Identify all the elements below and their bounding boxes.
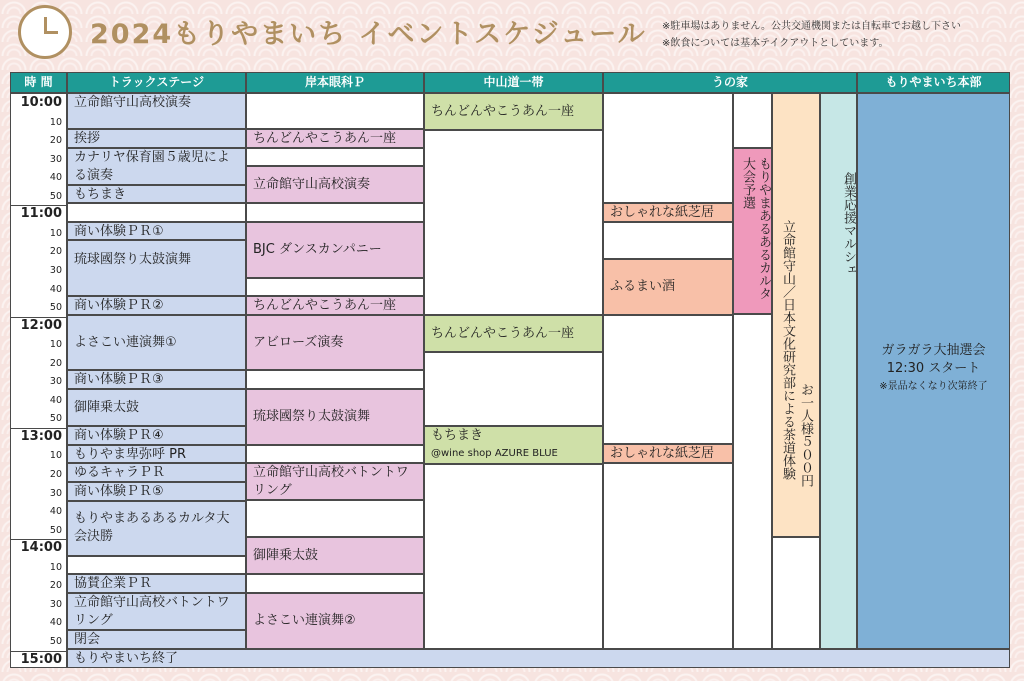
track-item: 商い体験ＰＲ② — [67, 296, 246, 315]
col-header-time: 時 間 — [10, 72, 67, 93]
unoie-sado-empty — [772, 537, 820, 649]
track-item: 協賛企業ＰＲ — [67, 574, 246, 593]
kishimoto-item — [246, 203, 424, 222]
track-item: もりやまあるあるカルタ大会決勝 — [67, 501, 246, 556]
nakasendo-item: ちんどんやこうあん一座 — [424, 93, 603, 130]
note-food: ※飲食については基本テイクアウトとしています。 — [662, 38, 889, 49]
time-minute: 40 — [49, 283, 62, 295]
track-item: 商い体験ＰＲ⑤ — [67, 482, 246, 501]
track-item: 挨拶 — [67, 129, 246, 148]
unoie-marche: 創業応援マルシェ — [820, 93, 857, 649]
track-item: 商い体験ＰＲ③ — [67, 370, 246, 389]
time-minute: 40 — [49, 506, 62, 518]
col-header-unoie: うの家 — [603, 72, 857, 93]
time-minute: 30 — [49, 153, 62, 165]
header — [0, 0, 1024, 72]
time-minute: 10 — [49, 561, 62, 573]
time-hour: 12:00 — [20, 317, 62, 333]
time-minute: 50 — [49, 635, 62, 647]
closing-row: もりやまいち終了 — [67, 649, 1010, 668]
unoie-sado-cell — [772, 93, 820, 537]
kishimoto-item: 立命館守山高校バトントワリング — [246, 463, 424, 500]
unoie-item — [603, 93, 733, 203]
hour-divider — [11, 205, 68, 206]
lottery-time: 12:30 スタート — [886, 361, 981, 376]
time-hour: 10:00 — [20, 95, 62, 110]
notes — [662, 18, 961, 52]
time-minute: 20 — [49, 246, 62, 258]
track-item: 立命館守山高校演奏 — [67, 93, 246, 129]
unoie-sado: 立命館守山／日本文化研究部による茶道体験 — [780, 220, 795, 480]
time-minute: 50 — [49, 413, 62, 425]
schedule-table — [10, 72, 1010, 668]
track-item: 閉会 — [67, 630, 246, 649]
time-minute: 30 — [49, 598, 62, 610]
time-minute: 10 — [49, 227, 62, 239]
kishimoto-item — [246, 148, 424, 166]
honbu-cell — [857, 93, 1010, 649]
hour-divider — [11, 428, 68, 429]
track-item — [67, 556, 246, 574]
unoie-item — [603, 222, 733, 259]
unoie-karuta-empty — [733, 314, 772, 649]
page-title: 2024もりやまいち イベントスケジュール — [90, 19, 647, 50]
nakasendo-mochimaki-cell — [424, 426, 603, 464]
kishimoto-item — [246, 278, 424, 296]
time-minute: 40 — [49, 394, 62, 406]
col-header-nakasendo: 中山道一帯 — [424, 72, 603, 93]
time-minute: 10 — [49, 339, 62, 351]
track-item: 商い体験ＰＲ① — [67, 222, 246, 240]
track-item: 立命館守山高校バトントワリング — [67, 593, 246, 630]
nakasendo-mochimaki: もちまき — [431, 428, 484, 443]
unoie-item: おしゃれな紙芝居 — [603, 203, 733, 222]
unoie-karuta-empty — [733, 93, 772, 148]
time-hour: 13:00 — [20, 428, 62, 444]
track-item: 商い体験ＰＲ④ — [67, 426, 246, 445]
lottery-title: ガラガラ大抽選会 — [881, 343, 986, 358]
unoie-karuta: もりやまあるあるカルタ大会予選 — [733, 148, 772, 314]
unoie-item: おしゃれな紙芝居 — [603, 444, 733, 463]
time-minute: 20 — [49, 135, 62, 147]
kishimoto-item: BJC ダンスカンパニー — [246, 222, 424, 278]
time-minute: 10 — [49, 450, 62, 462]
kishimoto-item — [246, 500, 424, 537]
col-header-honbu: もりやまいち本部 — [857, 72, 1010, 93]
time-minute: 50 — [49, 190, 62, 202]
col-header-track: トラックステージ — [67, 72, 246, 93]
kishimoto-item: アビローズ演奏 — [246, 315, 424, 370]
time-minute: 40 — [49, 172, 62, 184]
kishimoto-item: よさこい連演舞② — [246, 593, 424, 649]
col-header-kishimoto: 岸本眼科Ｐ — [246, 72, 424, 93]
time-column — [10, 93, 67, 668]
track-item: 御陣乗太鼓 — [67, 389, 246, 426]
kishimoto-item: 立命館守山高校演奏 — [246, 166, 424, 203]
time-minute: 50 — [49, 302, 62, 314]
time-minute: 30 — [49, 487, 62, 499]
track-item: カナリヤ保育園５歳児による演奏 — [67, 148, 246, 185]
note-parking: ※駐車場はありません。公共交通機関または自転車でお越し下さい — [662, 21, 961, 32]
kishimoto-item — [246, 574, 424, 593]
nakasendo-wineshop: @wine shop AZURE BLUE — [431, 448, 558, 459]
time-minute: 10 — [49, 116, 62, 128]
time-minute: 40 — [49, 617, 62, 629]
track-item: もちまき — [67, 185, 246, 203]
time-minute: 30 — [49, 264, 62, 276]
time-minute: 20 — [49, 469, 62, 480]
track-item — [67, 203, 246, 222]
time-minute: 20 — [49, 357, 62, 369]
time-hour: 11:00 — [20, 206, 62, 222]
lottery-note: ※景品なくなり次第終了 — [879, 381, 988, 392]
unoie-item: ふるまい酒 — [603, 259, 733, 315]
time-hour: 15:00 — [20, 651, 62, 667]
time-minute: 50 — [49, 524, 62, 536]
nakasendo-item: ちんどんやこうあん一座 — [424, 315, 603, 352]
track-item: よさこい連演舞① — [67, 315, 246, 370]
track-item: ゆるキャラＰＲ — [67, 463, 246, 482]
kishimoto-item: ちんどんやこうあん一座 — [246, 129, 424, 148]
unoie-item — [603, 315, 733, 444]
time-minute: 30 — [49, 376, 62, 388]
kishimoto-item — [246, 445, 424, 463]
hour-divider — [11, 539, 68, 540]
unoie-item — [603, 463, 733, 649]
kishimoto-item — [246, 93, 424, 129]
kishimoto-item — [246, 370, 424, 389]
hour-divider — [11, 317, 68, 318]
kishimoto-item: ちんどんやこうあん一座 — [246, 296, 424, 315]
nakasendo-item — [424, 464, 603, 649]
unoie-sado-price: お一人様５００円 — [798, 383, 813, 487]
time-hour: 14:00 — [20, 540, 62, 556]
kishimoto-item: 琉球國祭り太鼓演舞 — [246, 389, 424, 445]
nakasendo-item — [424, 130, 603, 315]
time-minute: 20 — [49, 580, 62, 592]
track-item: もりやま卑弥呼 PR — [67, 445, 246, 463]
kishimoto-item: 御陣乗太鼓 — [246, 537, 424, 574]
hour-divider — [11, 651, 68, 652]
clock-icon — [18, 5, 72, 59]
track-item: 琉球國祭り太鼓演舞 — [67, 240, 246, 296]
nakasendo-item — [424, 352, 603, 426]
